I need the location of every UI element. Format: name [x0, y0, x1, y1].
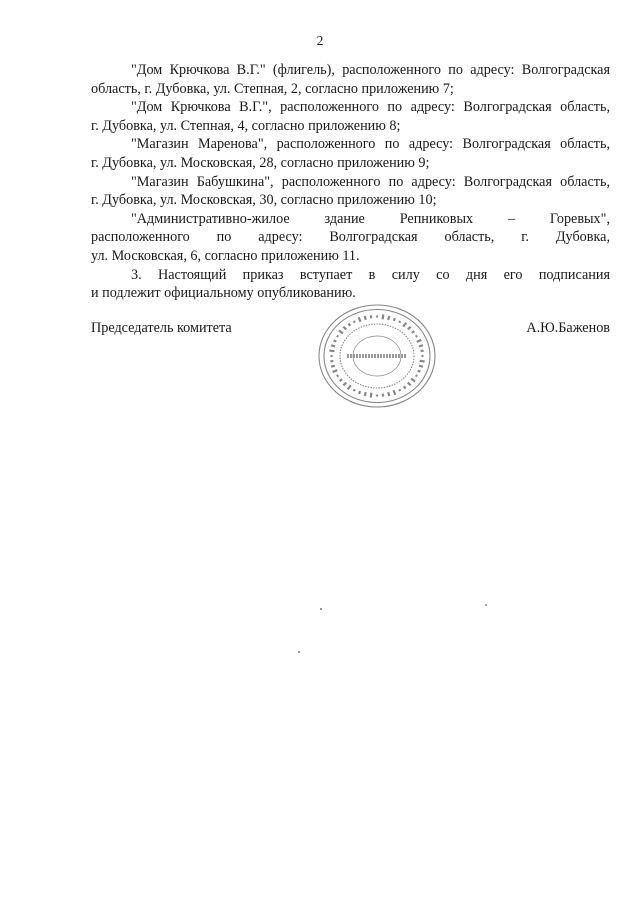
seal-lettering-mark — [331, 366, 335, 367]
seal-lettering-mark — [418, 371, 421, 372]
scan-speck — [320, 608, 322, 610]
seal-lettering-mark — [371, 393, 372, 398]
item-line: 3. Настоящий приказ вступает в силу со дня его подписания — [131, 266, 610, 283]
seal-lettering-mark — [348, 323, 350, 325]
seal-lettering-mark — [337, 336, 339, 337]
seal-lettering-mark — [340, 379, 342, 381]
seal-lettering-mark — [343, 327, 346, 330]
seal-lettering-mark — [399, 321, 400, 323]
signatory-name: А.Ю.Баженов — [526, 320, 610, 336]
item-line: г. Дубовка, ул. Московская, 28, согласно приложению 9; — [91, 154, 430, 171]
seal-lettering-mark — [412, 331, 414, 333]
seal-lettering-mark — [365, 316, 366, 320]
item-line: область, г. Дубовка, ул. Степная, 2, согласно приложению 7; — [91, 80, 454, 97]
seal-lettering-mark — [359, 391, 360, 394]
seal-lettering-mark — [420, 361, 425, 362]
seal-lettering-mark — [393, 390, 395, 395]
seal-lettering-mark — [343, 383, 346, 386]
item-line: "Магазин Маренова", расположенного по адресу: Волгоградская область, — [131, 136, 610, 153]
page-number: 2 — [316, 33, 324, 48]
seal-lettering-mark — [411, 379, 415, 382]
seal-lettering-mark — [337, 375, 339, 376]
seal-lettering-mark — [333, 370, 338, 372]
list-item-dom-kryuchkova-fligel — [91, 61, 610, 98]
item-line: "Магазин Бабушкина", расположенного по адресу: Волгоградская область, — [131, 173, 610, 190]
seal-lettering-mark — [359, 317, 361, 322]
item-line: и подлежит официальному опубликованию. — [91, 285, 356, 302]
official-seal-stamp — [317, 303, 437, 409]
seal-lettering-mark — [354, 321, 355, 323]
signatory-title: Председатель комитета — [91, 320, 232, 336]
item-line: "Административно-жилое здание Репниковых – Горевых", — [131, 210, 610, 227]
item-line: "Дом Крючкова В.Г." (флигель), расположенного по адресу: Волгоградская — [131, 62, 610, 78]
seal-lettering-mark — [404, 386, 406, 388]
seal-lettering-mark — [339, 330, 343, 333]
seal-lettering-mark — [403, 323, 406, 327]
seal-lettering-mark — [416, 336, 418, 337]
scan-speck — [485, 604, 487, 606]
seal-lettering-mark — [354, 389, 355, 391]
seal-lettering-mark — [329, 351, 334, 352]
item-line: г. Дубовка, ул. Московская, 30, согласно приложению 10; — [91, 192, 437, 209]
list-item-administrativno-zhiloe-zdanie — [91, 210, 610, 266]
list-item-dom-kryuchkova — [91, 98, 610, 135]
scan-speck — [298, 651, 300, 653]
item-line: ул. Московская, 6, согласно приложению 11. — [91, 247, 360, 264]
seal-lettering-mark — [419, 345, 423, 346]
seal-lettering-mark — [388, 316, 389, 320]
document-body — [91, 61, 610, 303]
item-line: расположенного по адресу: Волгоградская область, г. Дубовка, — [91, 229, 610, 246]
clause-3 — [91, 266, 610, 303]
seal-lettering-mark — [417, 340, 422, 342]
seal-lettering-mark — [416, 375, 418, 376]
seal-lettering-mark — [334, 340, 337, 341]
item-line: "Дом Крючкова В.Г.", расположенного по адресу: Волгоградская область, — [131, 99, 610, 116]
list-item-magazin-babushkina — [91, 173, 610, 210]
list-item-magazin-marenova — [91, 135, 610, 172]
seal-lettering-mark — [419, 366, 423, 367]
seal-lettering-mark — [394, 318, 395, 321]
seal-lettering-mark — [399, 389, 400, 391]
item-line: г. Дубовка, ул. Степная, 4, согласно приложению 8; — [91, 117, 401, 134]
seal-lettering-mark — [388, 392, 389, 396]
seal-lettering-mark — [331, 345, 335, 346]
seal-lettering-mark — [408, 327, 411, 330]
seal-lettering-mark — [348, 385, 351, 389]
seal-lettering-mark — [408, 383, 411, 386]
seal-lettering-mark — [383, 314, 384, 319]
seal-lettering-mark — [365, 392, 366, 396]
